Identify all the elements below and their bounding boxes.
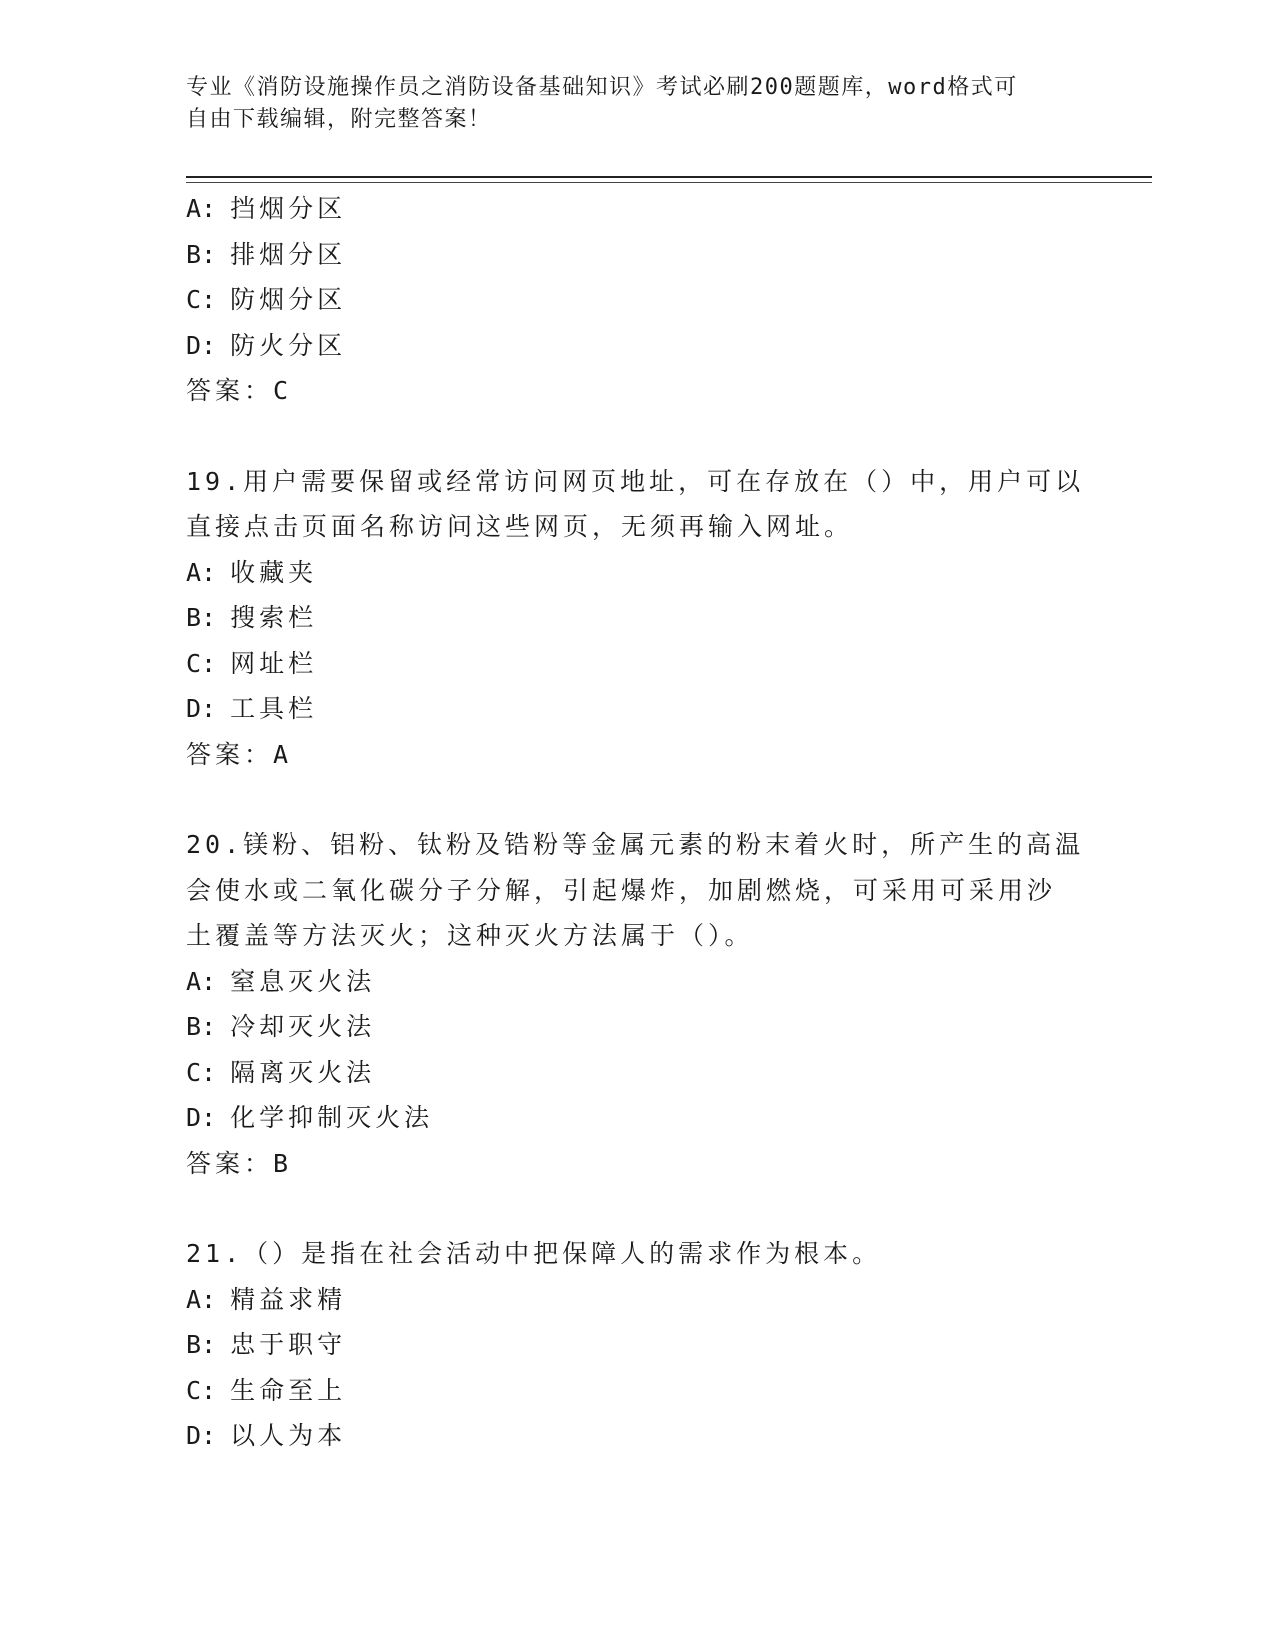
option-text: 以人为本 bbox=[230, 1421, 347, 1450]
option-a bbox=[186, 1277, 1086, 1323]
question-text-line: 19.用户需要保留或经常访问网页地址，可在存放在（）中，用户可以 bbox=[186, 466, 1085, 496]
option-letter: C: bbox=[186, 648, 217, 678]
option-letter: C: bbox=[186, 1057, 217, 1087]
option-letter: D: bbox=[186, 694, 217, 723]
option-letter: D: bbox=[186, 1103, 217, 1132]
option-text: 网址栏 bbox=[230, 648, 318, 678]
option-letter: D: bbox=[186, 1421, 217, 1450]
header-title-line-1: 专业《消防设施操作员之消防设备基础知识》考试必刷200题题库，word格式可 bbox=[186, 75, 1018, 100]
option-letter: B: bbox=[186, 1012, 217, 1041]
option-text: 生命至上 bbox=[230, 1375, 347, 1405]
answer-value: B bbox=[273, 1148, 293, 1178]
answer-line bbox=[186, 732, 1086, 778]
option-text: 搜索栏 bbox=[230, 603, 318, 632]
option-b bbox=[186, 1004, 1086, 1050]
answer-value: C bbox=[273, 376, 293, 405]
option-text: 隔离灭火法 bbox=[230, 1057, 376, 1087]
question-text-line: 直接点击页面名称访问这些网页，无须再输入网址。 bbox=[186, 512, 854, 541]
option-c bbox=[186, 641, 1086, 687]
question-content bbox=[186, 186, 1086, 1459]
option-letter: C: bbox=[186, 1375, 217, 1405]
document-header bbox=[186, 72, 1066, 136]
option-text: 收藏夹 bbox=[230, 557, 318, 587]
option-d bbox=[186, 1095, 1086, 1141]
spacer bbox=[186, 414, 1086, 459]
option-a bbox=[186, 959, 1086, 1005]
option-text: 化学抑制灭火法 bbox=[230, 1103, 434, 1132]
answer-label: 答案： bbox=[186, 1148, 274, 1178]
option-letter: D: bbox=[186, 330, 217, 360]
option-c bbox=[186, 1368, 1086, 1414]
question-text-line: 20.镁粉、铝粉、钛粉及锆粉等金属元素的粉末着火时，所产生的高温 bbox=[186, 830, 1085, 859]
option-d bbox=[186, 1413, 1086, 1459]
option-text: 冷却灭火法 bbox=[230, 1012, 376, 1041]
question-20 bbox=[186, 822, 1086, 1186]
option-d bbox=[186, 323, 1086, 369]
option-b bbox=[186, 595, 1086, 641]
question-text-line: 土覆盖等方法灭火；这种灭火方法属于（）。 bbox=[186, 921, 754, 950]
option-text: 工具栏 bbox=[230, 694, 318, 723]
answer-value: A bbox=[273, 739, 293, 769]
option-text: 窒息灭火法 bbox=[230, 966, 376, 996]
option-c bbox=[186, 277, 1086, 323]
option-b bbox=[186, 1322, 1086, 1368]
option-text: 排烟分区 bbox=[230, 239, 347, 269]
option-c bbox=[186, 1050, 1086, 1096]
option-letter: A: bbox=[186, 194, 217, 223]
option-b bbox=[186, 232, 1086, 278]
header-title-line-2: 自由下载编辑，附完整答案！ bbox=[186, 107, 492, 132]
option-d bbox=[186, 686, 1086, 732]
option-text: 防火分区 bbox=[230, 330, 347, 360]
option-letter: B: bbox=[186, 1330, 217, 1359]
spacer bbox=[186, 777, 1086, 822]
option-text: 精益求精 bbox=[230, 1284, 347, 1314]
option-text: 防烟分区 bbox=[230, 285, 347, 314]
answer-line bbox=[186, 368, 1086, 414]
question-21 bbox=[186, 1231, 1086, 1459]
question-text-line: 会使水或二氧化碳分子分解，引起爆炸，加剧燃烧，可采用可采用沙 bbox=[186, 875, 1057, 905]
answer-label: 答案： bbox=[186, 376, 274, 405]
question-19 bbox=[186, 459, 1086, 778]
option-letter: A: bbox=[186, 1284, 217, 1314]
question-text-line: 21.（）是指在社会活动中把保障人的需求作为根本。 bbox=[186, 1239, 882, 1268]
question-18-continued bbox=[186, 186, 1086, 414]
option-a bbox=[186, 550, 1086, 596]
option-letter: B: bbox=[186, 603, 217, 632]
option-letter: A: bbox=[186, 557, 217, 587]
answer-label: 答案： bbox=[186, 739, 274, 769]
option-letter: B: bbox=[186, 239, 217, 269]
option-a bbox=[186, 186, 1086, 232]
option-text: 忠于职守 bbox=[230, 1330, 347, 1359]
header-divider-thin bbox=[186, 182, 1152, 183]
spacer bbox=[186, 1186, 1086, 1231]
option-letter: C: bbox=[186, 285, 217, 314]
answer-line bbox=[186, 1141, 1086, 1187]
header-divider-thick bbox=[186, 176, 1152, 178]
option-letter: A: bbox=[186, 966, 217, 996]
option-text: 挡烟分区 bbox=[230, 194, 347, 223]
